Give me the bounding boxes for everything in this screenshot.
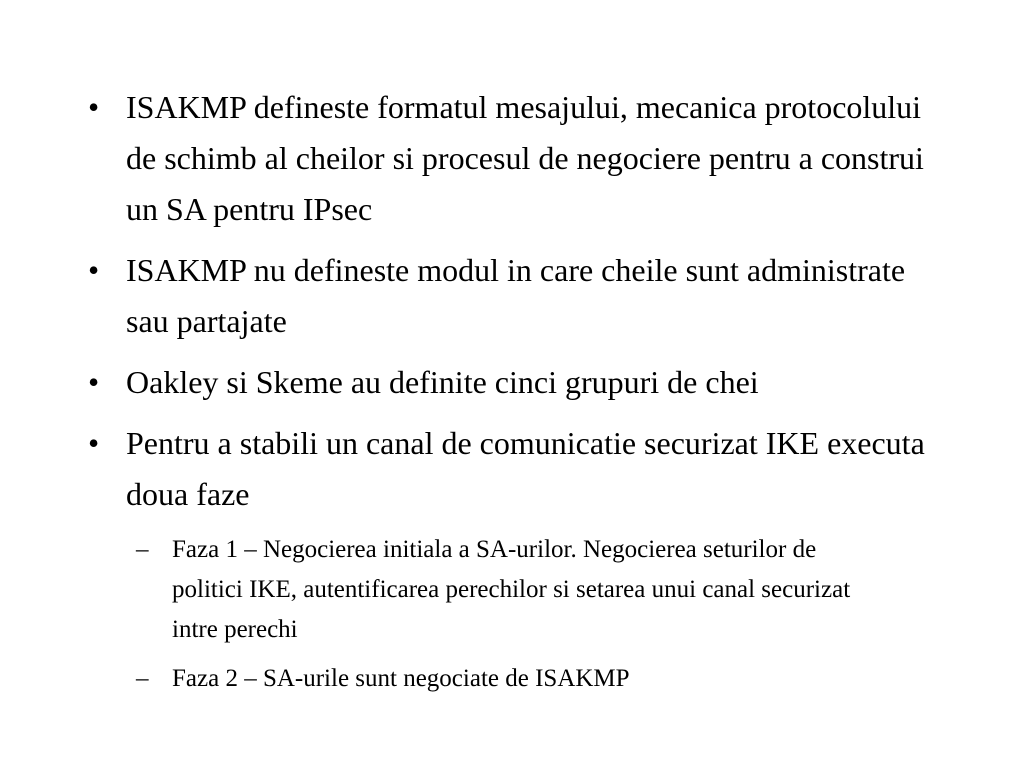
bullet-list	[88, 82, 928, 708]
sub-bullet-text: Faza 1 – Negocierea initiala a SA-urilor. Negocierea seturilor de politici IKE, autentificarea perechilor si setarea unui canal securizat intre perechi	[172, 536, 851, 643]
bullet-item	[88, 245, 928, 347]
dash-icon: –	[136, 665, 149, 692]
dash-icon: –	[136, 536, 149, 563]
sub-bullet-item	[136, 659, 892, 699]
bullet-item	[88, 357, 928, 408]
bullet-icon: •	[88, 89, 100, 125]
bullet-icon: •	[88, 252, 100, 288]
bullet-text: Pentru a stabili un canal de comunicatie securizat IKE executa doua faze	[126, 425, 925, 512]
sub-bullet-item	[136, 530, 892, 650]
sub-bullet-text: Faza 2 – SA-urile sunt negociate de ISAKMP	[172, 665, 630, 692]
bullet-icon: •	[88, 425, 100, 461]
bullet-text: Oakley si Skeme au definite cinci grupuri de chei	[126, 364, 759, 400]
bullet-item	[88, 418, 928, 520]
bullet-text: ISAKMP defineste formatul mesajului, mecanica protocolului de schimb al cheilor si procesul de negociere pentru a construi un SA pentru IPsec	[126, 89, 924, 227]
bullet-item	[88, 82, 928, 235]
bullet-text: ISAKMP nu defineste modul in care cheile sunt administrate sau partajate	[126, 252, 906, 339]
bullet-icon: •	[88, 364, 100, 400]
